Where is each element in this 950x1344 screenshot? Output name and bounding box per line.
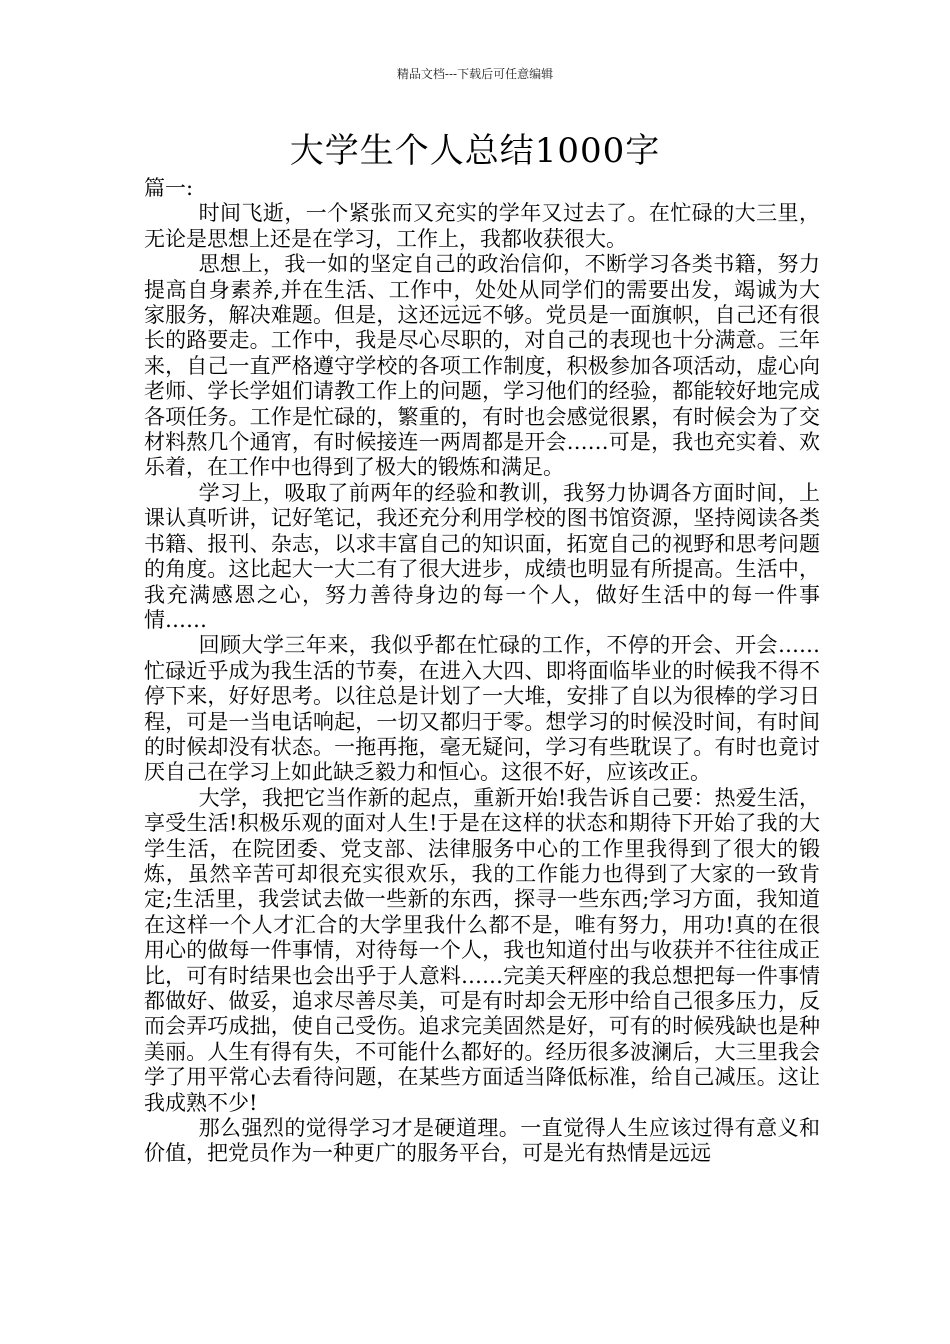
section-label: 篇一:: [144, 176, 194, 200]
paragraph: 大学，我把它当作新的起点，重新开始!我告诉自己要：热爱生活，享受生活!积极乐观的面对人生!于是在这样的状态和期待下开始了我的大学生活，在院团委、党支部、法律服务中心的工作里我得到了很大的锻炼，虽然辛苦可却很充实很欢乐，我的工作能力也得到了大家的一致肯定;生活里，我尝试去做一些新的东西，探寻一些东西;学习方面，我知道在这样一个人才汇合的大学里我什么都不是，唯有努力，用功!真的在很用心的做每一件事情，对待每一个人，我也知道付出与收获并不往往成正比，可有时结果也会出乎于人意料……完美天秤座的我总想把每一件事情都做好、做妥，追求尽善尽美，可是有时却会无形中给自己很多压力，反而会弄巧成拙，使自己受伤。追求完美固然是好，可有的时候残缺也是种美丽。人生有得有失，不可能什么都好的。经历很多波澜后，大三里我会学了用平常心去看待问题，在某些方面适当降低标准，给自己减压。这让我成熟不少!: [144, 785, 820, 1115]
header-note: 精品文档---下载后可任意编辑: [396, 67, 554, 81]
paragraph: 回顾大学三年来，我似乎都在忙碌的工作，不停的开会、开会……忙碌近乎成为我生活的节奏，在进入大四、即将面临毕业的时候我不得不停下来，好好思考。以往总是计划了一大堆，安排了自以为很棒的学习日程，可是一当电话响起，一切又都归于零。想学习的时候没时间，有时间的时候却没有状态。一拖再拖，毫无疑问，学习有些耽误了。有时也竟讨厌自己在学习上如此缺乏毅力和恒心。这很不好，应该改正。: [144, 633, 820, 785]
paragraph: 思想上，我一如的坚定自己的政治信仰，不断学习各类书籍，努力提高自身素养,并在生活、工作中，处处从同学们的需要出发，竭诚为大家服务，解决难题。但是，这还远远不够。党员是一面旗帜，自己还有很长的路要走。工作中，我是尽心尽职的，对自己的表现也十分满意。三年来，自己一直严格遵守学校的各项工作制度，积极参加各项活动，虚心向老师、学长学姐们请教工作上的问题，学习他们的经验，都能较好地完成各项任务。工作是忙碌的，繁重的，有时也会感觉很累，有时候会为了交材料熬几个通宵，有时候接连一两周都是开会……可是，我也充实着、欢乐着，在工作中也得到了极大的锻炼和满足。: [144, 252, 820, 480]
document-body: [144, 176, 820, 1167]
paragraph: 学习上，吸取了前两年的经验和教训，我努力协调各方面时间，上课认真听讲，记好笔记，我还充分利用学校的图书馆资源，坚持阅读各类书籍、报刊、杂志，以求丰富自己的知识面，拓宽自己的视野和思考问题的角度。这比起大一大二有了很大进步，成绩也明显有所提高。生活中，我充满感恩之心，努力善待身边的每一个人，做好生活中的每一件事情……: [144, 480, 820, 632]
document-title: 大学生个人总结1000字: [289, 131, 661, 171]
paragraph: 那么强烈的觉得学习才是硬道理。一直觉得人生应该过得有意义和价值，把党员作为一种更广的服务平台，可是光有热情是远远: [144, 1116, 820, 1166]
paragraph: 时间飞逝，一个紧张而又充实的学年又过去了。在忙碌的大三里，无论是思想上还是在学习，工作上，我都收获很大。: [144, 201, 820, 251]
